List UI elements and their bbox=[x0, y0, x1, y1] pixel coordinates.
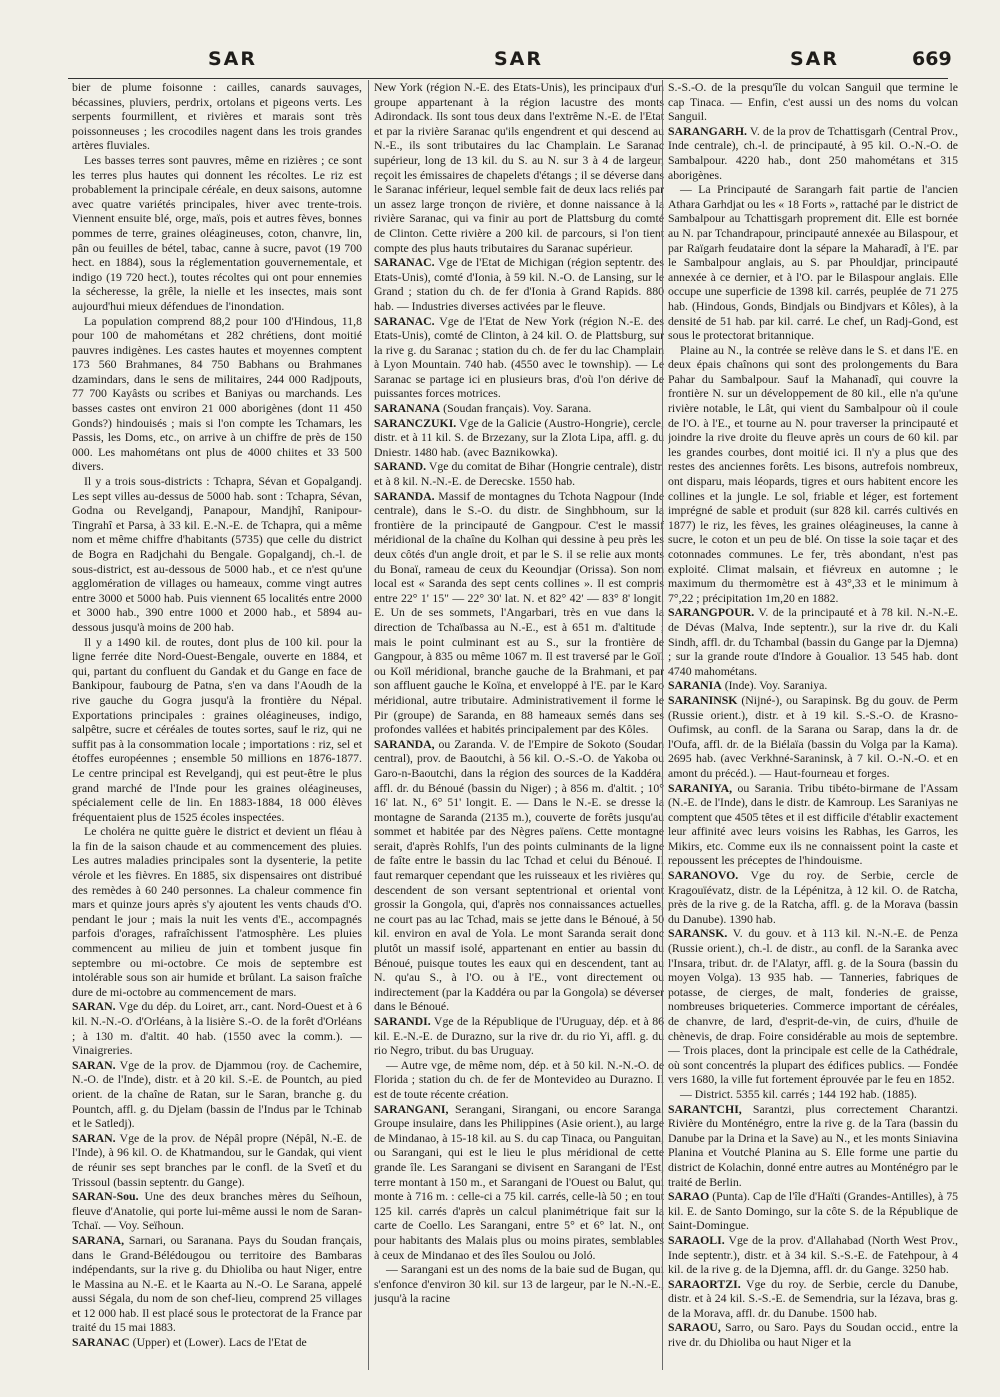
column-1 bbox=[72, 80, 362, 1390]
paragraph bbox=[668, 1087, 958, 1102]
dictionary-entry bbox=[374, 1102, 664, 1263]
entry-text: (Punta). Cap de l'île d'Haïti (Grandes-Antilles), à 75 kil. E. de Santo Domingo, sur la côte S. de la République de Saint-Domingue. bbox=[668, 1189, 958, 1233]
entry-headword: SARAN. bbox=[72, 1057, 116, 1072]
entry-text: (Inde). Voy. Saraniya. bbox=[721, 678, 828, 693]
paragraph bbox=[668, 343, 958, 606]
dictionary-entry bbox=[668, 124, 958, 182]
header-left: SAR bbox=[208, 48, 258, 70]
entry-text: Il y a 1490 kil. de routes, dont plus de 100 kil. pour la ligne ferrée dite Nord-Ouest-Bengale, ouverte en 1884, et qui, partant du confluent du Gandak et du Gange en face de Bankipour, faubourg de Patna, s'en va dans l'Aoudh de la rive gauche du Gogra jusqu'à la frontière du Népal. Exportations principales : graines oléagineuses, indigo, salpêtre, sucre et céréales de toutes sortes, sauf le riz, qui ne suffit pas à la consommation locale ; importations : riz, sel et étoffes européennes ; ensemble 50 millions en 1876-1877. Le centre principal est Revelgandj, qui est peut-être le plus grand marché de l'Inde pour les graines oléagineuses, spécialement celle de lin. En 1883-1884, 18 000 élèves fréquentaient plus de 1525 écoles inspectées. bbox=[72, 634, 362, 824]
entry-text: — La Principauté de Sarangarh fait partie de l'ancien Athara Garhdjat ou les « 18 Forts », rattaché par le district de Sambalpour au Tchattisgarh proprement dit. Elle est bornée au N. par Tchandrapour, principauté annexée au Bilaspour, et par Raïgarh feudataire dont la sépare la Maharadî, à l'E. par le Sambalpour anglais, au S. par Phouldjar, principauté annexée à ce dernier, et à l'O. par le Bilaspour anglais. Elle occupe une superficie de 1398 kil. carrés, peuplée de 71 275 hab. (Hindous, Gonds, Bindjals ou Bindjvars et Kôles), à la densité de 51 hab. par kil. carré. Le chef, un Radj-Gond, est sous le protectorat britannique. bbox=[668, 182, 958, 343]
entry-text: Il y a trois sous-districts : Tchapra, Sévan et Gopalgandj. Les sept villes au-dessus de 5000 hab. sont : Tchapra, Sévan, Godna ou Revelgandj, Panapour, Mandjhî, Ranipour-Tingrahî et Parsa, à 33 kil. E.-N.-E. de Tchapra, qui a même nom et même chiffre d'habitants (5735) que celle du district de Bogra en Radjchahi du Bengale. Gopalgandj, ch.-l. de sous-district, est au-dessous de 5000 hab., et ce n'est qu'une agglomération de villages ou hameaux, comme vingt autres entre 3000 et 5000 hab. Puis viennent 65 localités entre 2000 et 3000 hab., 390 entre 1000 et 2000 hab., et 5894 au-dessous jusqu'à moins de 200 hab. bbox=[72, 474, 362, 634]
entry-text: Vge du dép. du Loiret, arr., cant. Nord-Ouest et à 6 kil. N.-N.-O. d'Orléans, à la lisière S.-O. de la forêt d'Orléans ; à 130 m. d'altit. 40 hab. (1550 avec la comm.). — Vinaigreries. bbox=[72, 999, 362, 1058]
dictionary-entry bbox=[374, 401, 664, 416]
entry-headword: SARANGARH. bbox=[668, 123, 747, 138]
dictionary-entry bbox=[374, 314, 664, 402]
dictionary-entry bbox=[668, 1277, 958, 1321]
paragraph bbox=[72, 153, 362, 314]
entry-text: Le choléra ne quitte guère le district et devient un fléau à la fin de la saison chaude et au commencement des pluies. Les autres maladies principales sont la dysenterie, la petite vérole et les fièvres. En 1885, six dispensaires ont distribué des remèdes à 60 240 personnes. La chaleur commence fin mars et quinze jours après s'y ajoutent les vents chauds d'O. pendant le jour ; mais la nuit les vents d'E., accompagnés parfois d'orages, rafraîchissent l'atmosphère. Les pluies commencent au milieu de juin et tombent jusque fin septembre ou mi-octobre. Ce mois de septembre est intolérable sous son air humide et brûlant. La saison fraîche dure de mi-octobre au commencement de mars. bbox=[72, 824, 362, 999]
paragraph bbox=[668, 80, 958, 124]
dictionary-entry bbox=[72, 1058, 362, 1131]
entry-text: (Soudan français). Voy. Sarana. bbox=[440, 401, 592, 416]
entry-text: ou Zaranda. V. de l'Empire de Sokoto (Soudan central), prov. de Baoutchi, à 56 kil. O.-S.-O. de Yakoba ou Garo-n-Baoutchi, dans la région des sources de la Kaddéra, affl. dr. du Bénoué (bassin du Niger) ; à 856 m. d'altit. ; 10° 16' lat. N., 6° 51' longit. E. — Dans le N.-E. se dresse la montagne de Saranda (2135 m.), couverte de forêts jusqu'au sommet et habitée par des Nègres païens. Cette montagne serait, d'après Rohlfs, l'un des points culminants de la ligne de faîte entre le bassin du lac Tchad et celui du Bénoué. Il faut remarquer cependant que les ruisseaux et les rivières qui descendent de son versant septentrional et oriental vont grossir la Gongola, qui, d'après nos connaissances actuelles, ne court pas au lac Tchad, mais se jette dans le Bénoué, à 50 kil. environ en aval de Yola. Le mont Saranda serait donc plutôt un massif isolé, appartenant en entier au bassin du Bénoué, puisque toutes les eaux qui en descendent, tant au N. qu'au S., à l'O. ou à l'E., vont directement ou indirectement (par la Kaddéra ou par la Gongola) se déverser dans le Bénoué. bbox=[374, 736, 664, 1014]
dictionary-entry bbox=[72, 1131, 362, 1189]
entry-headword: SARANCZUKI. bbox=[374, 415, 457, 430]
entry-headword: SARANDA. bbox=[374, 488, 435, 503]
dictionary-entry bbox=[668, 1189, 958, 1233]
header-right: SAR bbox=[790, 48, 840, 70]
entry-text: Une des deux branches mères du Seïhoun, fleuve d'Anatolie, qui porte lui-même aussi le nom de Saran-Tchaï. — Voy. Seïhoun. bbox=[72, 1189, 362, 1233]
entry-text: La population comprend 88,2 pour 100 d'Hindous, 11,8 pour 100 de mahométans et 282 chrétiens, dont moitié pauvres indigènes. Les castes hautes et moyennes comptent 173 560 Brahmanes, 84 750 Babhans ou Brahmanes dzamindars, dans le sens de militaires, 244 000 Radjpouts, 77 700 Kayâsts ou scribes et Baniyas ou marchands. Les basses castes ont environ 21 000 aborigènes (dont 11 450 Gonds?) hindouisés ; mais si l'on compte les Tchamars, les Passis, les Doms, etc., on arrive à un chiffre de près de 150 000. Les mahométans ont plus de 4000 chiites et 33 500 divers. bbox=[72, 313, 362, 474]
entry-headword: SARANAC. bbox=[374, 255, 435, 270]
entry-text: Vge de la République de l'Uruguay, dép. et à 86 kil. E.-N.-E. de Durazno, sur la rive dr. du rio Yi, affl. g. du rio Negro, tribut. du bas Uruguay. bbox=[374, 1014, 664, 1058]
entry-text: — Sarangani est un des noms de la baie sud de Bugan, qui s'enfonce d'environ 30 kil. sur 13 de largeur, par le N.-N.-E., jusqu'à la racine bbox=[374, 1262, 664, 1306]
entry-headword: SARAO bbox=[668, 1189, 710, 1204]
header-rule bbox=[68, 78, 948, 79]
paragraph bbox=[72, 80, 362, 153]
entry-text: — District. 5355 kil. carrés ; 144 192 hab. (1885). bbox=[680, 1086, 917, 1101]
dictionary-entry bbox=[374, 489, 664, 737]
column-separator bbox=[368, 80, 369, 1370]
entry-headword: SARANDI. bbox=[374, 1014, 431, 1028]
entry-text: V. de la principauté et à 78 kil. N.-N.-E. de Dévas (Malva, Inde septentr.), sur la rive dr. du Kali Sindh, affl. dr. du Tchambal (bassin du Gange par la Djemna) ; sur la grande route d'Indore à Goualior. 13 545 hab. dont 4740 mahométans. bbox=[668, 605, 958, 678]
entry-text: (Upper) et (Lower). Lacs de l'Etat de bbox=[129, 1335, 307, 1350]
running-header bbox=[0, 48, 1000, 80]
entry-text: Vge de la prov. de Népâl propre (Népâl, N.-E. de l'Inde), à 96 kil. O. de Khatmandou, sur le Gandak, qui vient de réunir ses sept branches par le confl. de la Svetî et du Trissoul (bassin septentr. du Gange). bbox=[72, 1130, 362, 1189]
entry-headword: SARANIA bbox=[668, 678, 722, 693]
entry-text: S.-S.-O. de la presqu'île du volcan Sanguil que termine le cap Tinaca. — Enfin, c'est aussi un des noms du volcan Sanguil. bbox=[668, 80, 958, 124]
entry-text: — Autre vge, de même nom, dép. et à 50 kil. N.-N.-O. de Florida ; station du ch. de fer de Montevideo au Durazno. Il est de toute récente création. bbox=[374, 1057, 664, 1101]
entry-text: Vge de la Galicie (Austro-Hongrie), cercle, distr. et à 11 kil. S. de Brzezany, sur la Zlota Lipa, affl. g. du Dniestr. 1480 hab. (avec Baznikowka). bbox=[374, 415, 664, 459]
dictionary-entry bbox=[668, 1320, 958, 1349]
entry-text: V. de la prov de Tchattisgarh (Central Prov., Inde centrale), ch.-l. de principauté, à 95 kil. O.-N.-O. de Sambalpour. 4220 hab., dont 250 mahométans et 315 aborigènes. bbox=[668, 123, 958, 182]
entry-text: Vge du roy. de Serbie, cercle du Danube, distr. et à 24 kil. S.-S.-E. de Semendria, sur la Iézava, bras g. de la Morava, affl. dr. du Danube. 1500 hab. bbox=[668, 1276, 958, 1320]
dictionary-entry bbox=[668, 605, 958, 678]
entry-text: Vge du comitat de Bihar (Hongrie centrale), distr. et à 8 kil. N.-N.-E. de Derecske. 1550 hab. bbox=[374, 459, 664, 489]
entry-headword: SARANSK. bbox=[668, 926, 728, 941]
entry-text: Massif de montagnes du Tchota Nagpour (Inde centrale), dans le S.-O. du distr. de Singhbhoum, sur la frontière de la principauté de Gangpour. C'est le massif méridional de la chaîne du Kolhan qui dessine à peu près les deux côtés d'un angle droit, et par le S. il se relie aux monts du Bonaï, rameau de ceux du Keoundjar (Orissa). Son nom local est « Saranda des sept cents collines ». Il est compris entre 22° 1' 15" — 22° 30' lat. N. et 82° 42' — 83° 8' longit. E. Un de ses sommets, l'Angarbari, très en vue dans la direction de Tchaïbassa au N.-E., est à 651 m. d'altitude ; mais le point culminant est au S., sur la frontière de Gangpour, à 835 ou même 1067 m. Il est traversé par le Goïl ou Koïl méridional, branche gauche de la Brahmani, et par son affluent gauche le Koïna, et enveloppé à l'E. par le Karo méridional, autre tributaire. Administrativement il forme le Pir (groupe) de Saranda, en 88 hameaux semés dans ses profondes vallées et habités principalement par des Kôles. bbox=[374, 488, 664, 737]
entry-text: Sarantzi, plus correctement Charantzi. Rivière du Monténégro, entre la rive g. de la Tara (bassin du Danube par la Drina et la Save) au N., et les monts Siniavina Planina et Voutché Planina au S. Elle forme une partie du district de Kolachin, donné entre autres au Monténégro par le traité de Berlin. bbox=[668, 1101, 958, 1189]
entry-text: Vge du roy. de Serbie, cercle de Kragouïévatz, distr. de la Lépénitza, à 12 kil. O. de Ratcha, près de la rive g. de la Ratcha, affl. g. de la Morava (bassin du Danube). 1390 hab. bbox=[668, 868, 958, 926]
column-2 bbox=[374, 80, 664, 1390]
entry-headword: SARAORTZI. bbox=[668, 1276, 741, 1291]
entry-headword: SARAN-Sou. bbox=[72, 1189, 139, 1204]
paragraph bbox=[72, 474, 362, 635]
dictionary-entry bbox=[668, 926, 958, 1087]
paragraph bbox=[72, 824, 362, 999]
dictionary-entry bbox=[374, 459, 664, 488]
dictionary-entry bbox=[374, 416, 664, 460]
entry-text: Vge de la prov. d'Allahabad (North West Prov., Inde septentr.), distr. et à 34 kil. S.-S.-E. de Fatehpour, à 4 kil. de la rive g. de la Djemna, affl. dr. du Gange. 3250 hab. bbox=[668, 1232, 958, 1277]
dictionary-entry bbox=[668, 781, 958, 869]
entry-text: New York (région N.-E. des Etats-Unis), les principaux d'un groupe appartenant à la région lacustre des monts Adirondack. Ils sont tous deux dans l'extrême N.-E. de l'Etat et par la rivière Saranac qu'ils engendrent et qui descend au N.-E., ils sont tributaires du lac Champlain. Le Saranac supérieur, long de 13 kil. du S. au N. sur 3 à 4 de largeur, reçoit les émissaires de chapelets d'étangs ; il se déverse dans le Saranac inférieur, lequel semble fait de deux lacs reliés par un assez large tronçon de rivière, et donne naissance à la rivière Saranac, qui va finir au port de Plattsburg du comté de Clinton. Cette rivière a 200 kil. de parcours, si l'on tient compte des plus hauts tributaires du Saranac supérieur. bbox=[374, 80, 664, 255]
dictionary-entry bbox=[668, 678, 958, 693]
entry-headword: SARANGPOUR. bbox=[668, 605, 755, 620]
entry-headword: SARANAC. bbox=[374, 313, 435, 328]
dictionary-entry bbox=[668, 868, 958, 926]
dictionary-entry bbox=[668, 693, 958, 781]
entry-text: V. du gouv. et à 113 kil. N.-N.-E. de Penza (Russie orient.), ch.-l. de distr., au confl. de la Saranka avec l'Insara, tribut. dr. de l'Alatyr, affl. g. de la Soura (bassin du moyen Volga). 13 935 hab. — Tanneries, fabriques de potasse, de cierges, de malt, fonderies de graisse, nombreuses briqueteries. Commerce important de céréales, de chanvre, de lard, d'esprit-de-vin, de cuirs, d'huile de chènevis, de drap. Foire considérable au mois de septembre. — Trois places, dont la principale est celle de la Cathédrale, où sont concentrés la plupart des édifices publics. — Fondée vers 1680, la ville fut fortement éprouvée par le feu en 1852. bbox=[668, 926, 958, 1087]
page-number: 669 bbox=[912, 48, 952, 70]
entry-text: bier de plume foisonne : cailles, canards sauvages, bécassines, pluviers, perdrix, ortolans et pigeons verts. Les serpents fourmillent, et rivières et marais sont très poissonneuses ; les crocodiles nagent dans les trois grandes artères fluviales. bbox=[72, 80, 362, 153]
entry-headword: SARANINSK bbox=[668, 692, 738, 707]
entry-text: ou Sarania. Tribu tibéto-birmane de l'Assam (N.-E. de l'Inde), dans le distr. de Kamroup. Les Saraniyas ne comptent que 4505 têtes et il est difficile d'établir exactement leur affinité avec leurs voisins les Rabhas, les Garros, les Mikirs, etc. Comme eux ils ne connaissent point la caste et repoussent les préceptes de l'hindouisme. bbox=[668, 780, 958, 868]
entry-headword: SARANDA, bbox=[374, 736, 435, 751]
entry-text: Vge de l'Etat de New York (région N.-E. des Etats-Unis), comté de Clinton, à 24 kil. O. de Plattsburg, sur la rive g. du Saranac ; station du ch. de fer du lac Champlain à Lyon Mountain. 740 hab. (4550 avec le township). — Le Saranac se partage ici en plusieurs bras, d'où l'on dérive de puissantes forces motrices. bbox=[374, 313, 664, 401]
entry-headword: SARANOVO. bbox=[668, 868, 739, 883]
entry-headword: SARAND. bbox=[374, 459, 427, 474]
entry-text: Vge de l'Etat de Michigan (région septentr. des Etats-Unis), comté d'Ionia, à 59 kil. N.-O. de Lansing, sur le Grand ; station du ch. de fer d'Ionia à Grand Rapids. 880 hab. — Industries diverses activées par le fleuve. bbox=[374, 255, 664, 313]
dictionary-entry bbox=[668, 1233, 958, 1277]
entry-headword: SARANAC bbox=[72, 1335, 130, 1350]
paragraph bbox=[374, 80, 664, 255]
entry-headword: SARANA, bbox=[72, 1232, 125, 1247]
entry-headword: SARANGANI, bbox=[374, 1101, 449, 1116]
dictionary-entry bbox=[72, 1233, 362, 1335]
column-3 bbox=[668, 80, 958, 1390]
entry-headword: SARAN. bbox=[72, 999, 116, 1014]
entry-text: Serangani, Sirangani, ou encore Saranga. Groupe insulaire, dans les Philippines (Asie orient.), au large de Mindanao, à 15-18 kil. au S. du cap Tinaca, ou Panguitan, ou Sarangani, qui est le lieu le plus méridional de cette grande île. Les Sarangani se divisent en Sarangani de l'Est, terre montant à 150 m., et Sarangani de l'Ouest ou Balut, qui monte à 716 m. : celle-ci a 75 kil. carrés, celle-là 50 ; en tout 125 kil. carrés d'après un calcul planimétrique fait sur la carte de Coello. Les Sarangani, entre 5° et 6° lat. N., ont pour habitants des Malais plus ou moins pirates, semblables à ceux de Mindanao et des îles Soulou ou Joló. bbox=[374, 1101, 664, 1262]
dictionary-entry bbox=[72, 1189, 362, 1233]
header-center: SAR bbox=[494, 48, 544, 70]
paragraph bbox=[374, 1262, 664, 1306]
dictionary-entry bbox=[374, 1014, 664, 1058]
entry-text: Sarnari, ou Saranana. Pays du Soudan français, dans le Grand-Bélédougou ou territoire des Bambaras indépendants, sur la rive g. du Dhioliba ou haut Niger, entre le Massina au N.-E. et le Kaarta au N.-O. Le Sarana, appelé aussi Ségala, du nom de son chef-lieu, comprend 25 villages et 12 000 hab. Il est placé sous le protectorat de la France par traité du 15 mai 1883. bbox=[72, 1232, 362, 1335]
dictionary-entry bbox=[374, 255, 664, 313]
entry-headword: SARAOLI. bbox=[668, 1232, 725, 1247]
paragraph bbox=[668, 182, 958, 343]
entry-headword: SARANTCHI, bbox=[668, 1101, 742, 1116]
paragraph bbox=[72, 635, 362, 825]
dictionary-entry bbox=[72, 1335, 362, 1350]
entry-headword: SARAN. bbox=[72, 1130, 116, 1145]
entry-text: Vge de la prov. de Djammou (roy. de Cachemire, N.-O. de l'Inde), distr. et à 20 kil. S.-E. de Pountch, au pied orient. de la chaîne de Ratan, sur le Saran, branche g. du Pountch, affl. g. du Djelam (bassin de l'Indus par le Tchinab et le Satledj). bbox=[72, 1057, 362, 1131]
dictionary-entry bbox=[668, 1102, 958, 1190]
paragraph bbox=[72, 314, 362, 475]
entry-text: Les basses terres sont pauvres, même en rizières ; ce sont les terres plus hautes qui donnent les récoltes. Le riz est probablement la principale céréale, en deux saisons, automne avec quatre variétés principales, hiver avec trente-trois. Viennent ensuite blé, orge, maïs, pois et autres fèves, bonnes pommes de terre, graines oléagineuses, coton, chanvre, lin, pân ou feuilles de bétel, tabac, canne à sucre, pavot (19 700 hect. en 1884), sous la réglementation gouvernementale, et indigo (19 720 hect.), toutes récoltes qui ont pour ennemies la sécheresse, la grêle, la nielle et les insectes, mais sont aujourd'hui mieux défendues de l'inondation. bbox=[72, 152, 362, 313]
entry-headword: SARAOU, bbox=[668, 1320, 721, 1335]
dictionary-entry bbox=[72, 999, 362, 1057]
column-separator bbox=[662, 80, 663, 1370]
entry-headword: SARANIYA, bbox=[668, 780, 733, 795]
paragraph bbox=[374, 1058, 664, 1102]
entry-text: Sarro, ou Saro. Pays du Soudan occid., entre la rive dr. du Dhioliba ou haut Niger et la bbox=[668, 1320, 958, 1350]
dictionary-entry bbox=[374, 737, 664, 1014]
entry-text: (Nijné-), ou Sarapinsk. Bg du gouv. de Perm (Russie orient.), distr. et à 19 kil. S.-S.-O. de Krasno-Oufimsk, au confl. de la Sarana ou Sarap, dans la dr. de l'Oufa, affl. dr. de la Biélaïa (bassin du Volga par la Kama). 2695 hab. (avec Verkhné-Saraninsk, à 7 kil. O.-N.-O. et en amont du précéd.). — Haut-fourneau et forges. bbox=[668, 692, 958, 780]
entry-headword: SARANANA bbox=[374, 401, 441, 416]
entry-text: Plaine au N., la contrée se relève dans le S. et dans l'E. en deux épais chaînons qui sont des prolongements du Bara Pahar du Sambalpour. Sauf la Mahanadî, qui couvre la frontière N. sur un développement de 80 kil., elle n'a qu'une rivière notable, le Lât, qui vient du Sambalpour où il coule de l'O. à l'E., et tourne au N. pour traverser la principauté et joindre la rive droite du fleuve après un cours de 60 kil. par les grandes courbes, dont moitié ici. Il n'y a plus que des restes des anciennes forêts. Les bisons, autrefois nombreux, ont disparu, mais léopards, tigres et ours habitent encore les collines et la jungle. Le sol, friable et léger, est fortement imprégné de sable et produit (sur 828 kil. carrés cultivés en 1877) le riz, les fèves, les graines oléagineuses, la canne à sucre, le coton et un peu de blé. On tisse la soie taçar et des cotonnades communes. Le fer, très abondant, n'est pas exploité. Climat malsain, et fiévreux en automne ; le maximum du thermomètre est à 43°,33 et le minimum à 7°,22 ; précipitation 1m,20 en 1882. bbox=[668, 342, 958, 605]
